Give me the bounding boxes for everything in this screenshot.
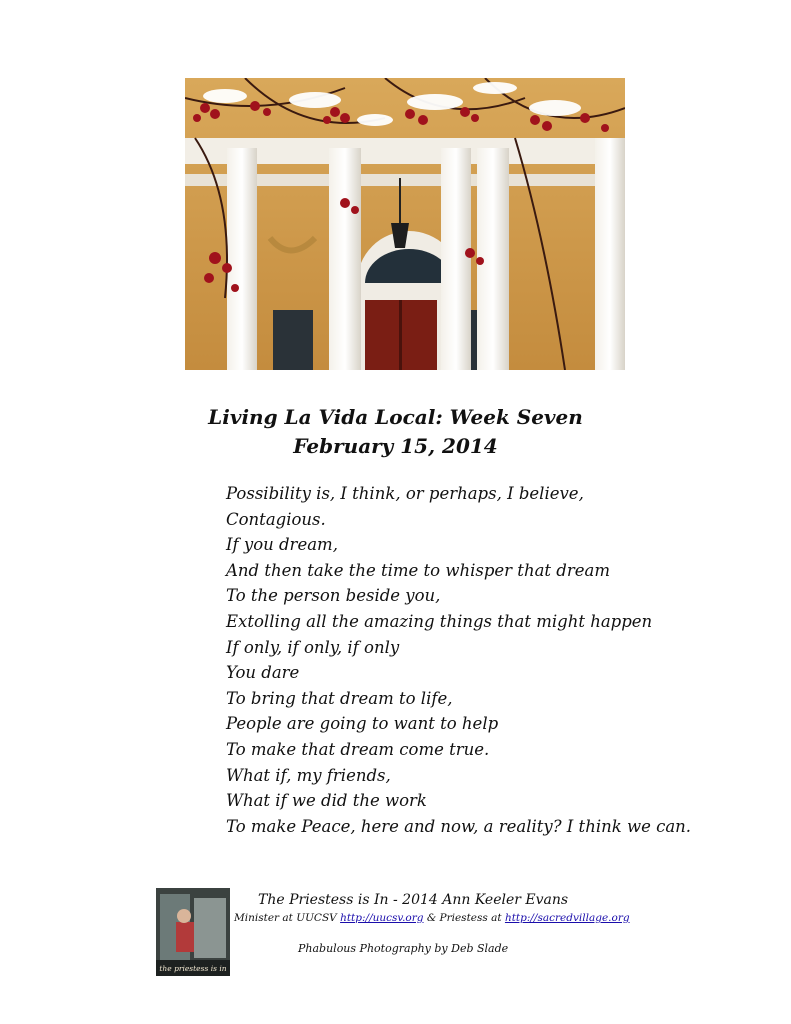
poem-line: Possibility is, I think, or perhaps, I believe, [226, 484, 584, 503]
poem-title: Living La Vida Local: Week Seven [208, 405, 583, 429]
poem-line: To make that dream come true. [226, 739, 490, 759]
poem-line: Extolling all the amazing things that might happen [226, 611, 653, 631]
priestess-logo-image [156, 888, 230, 976]
credit-photographer: Phabulous Photography by Deb Slade [298, 942, 509, 955]
poem-line: To the person beside you, [226, 586, 441, 606]
priestess-logo-thumbnail [156, 888, 230, 976]
credit-author: The Priestess is In - 2014 Ann Keeler Evans [258, 892, 569, 908]
poem-line: Contagious. [226, 509, 326, 529]
poem-line: If only, if only, if only [226, 637, 400, 657]
poem-line: To make Peace, here and now, a reality? I think we can. [226, 816, 692, 836]
poem-line: What if we did the work [226, 791, 427, 811]
poem-line: People are going to want to help [226, 714, 499, 734]
poem-line: If you dream, [226, 535, 338, 555]
credit-affiliations [234, 912, 630, 924]
uucsv-link[interactable]: http://uucsv.org [340, 912, 424, 924]
poem-line: To bring that dream to life, [226, 688, 453, 708]
logo-caption: the priestess is in [159, 964, 227, 973]
poem-line: What if, my friends, [226, 765, 391, 785]
poem-line: You dare [226, 663, 300, 683]
poem-body [226, 481, 746, 839]
header-photo [185, 78, 625, 370]
sacredvillage-link[interactable]: http://sacredvillage.org [504, 912, 630, 924]
church-photo-illustration [185, 78, 625, 370]
credit-priestess-text: & Priestess at [423, 912, 505, 924]
credit-minister-text: Minister at UUCSV [234, 912, 341, 924]
poem-date: February 15, 2014 [293, 434, 498, 458]
poem-line: And then take the time to whisper that dream [226, 560, 610, 580]
